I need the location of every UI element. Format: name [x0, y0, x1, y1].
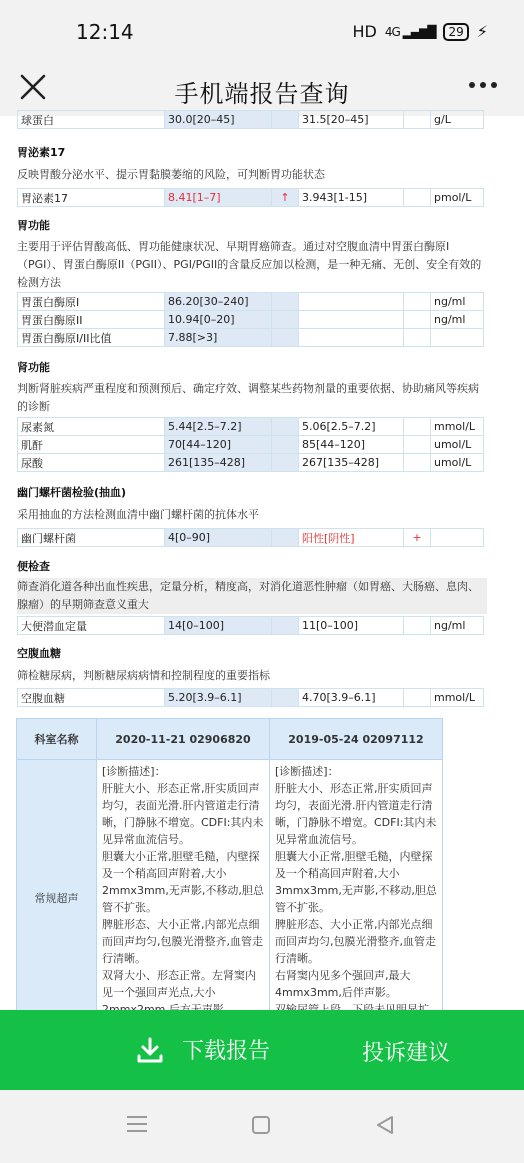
table-row: 胃蛋白酶原I 86.20[30–240] ng/ml	[18, 293, 484, 311]
section-desc-gastric: 主要用于评估胃酸高低、胃功能健康状况、早期胃癌筛查。通过对空腹血清中胃蛋白酶原I（PGI）、胃蛋白酶原II（PGII）、PGI/PGII的含量反应加以检测，是一种无痛、无创、安全有效的检测方法	[17, 240, 482, 289]
gastric-table	[17, 292, 484, 347]
download-icon	[136, 1036, 164, 1064]
hp-table	[17, 528, 484, 547]
diagnosis-2020: [诊断描述]： 肝脏大小、形态正常,肝实质回声均匀，表面光滑.肝内管道走行清晰，门静脉不增宽。CDFI:其内未见异常血流信号。 胆囊大小正常,胆壁毛糙，内壁探及一个稍高回声附着,大小2mmx3mm,无声影,不移动,胆总管不扩张。 脾脏形态、大小正常,内部光点细而回声均匀,包膜光滑整齐,血管走行清晰。 双肾大小、形态正常。左肾窦内见一个强回声光点,大小	[102, 765, 264, 999]
diagnosis-2019: [诊断描述]： 肝脏大小、形态正常,肝实质回声均匀，表面光滑.肝内管道走行清晰，门静脉不增宽。CDFI:其内未见异常血流信号。 胆囊大小正常,胆壁毛糙，内壁探及一个稍高回声附着,大小3mmx3mm,无声影,不移动,胆总管不扩张。 脾脏形态、大小正常,内部光点细而回声均匀,包膜光滑整齐,血管走行清晰。 右肾窦内见多个强回声,最大4mmx3mm,后伴声影。	[275, 765, 437, 999]
complaint-button[interactable]: 投诉建议	[362, 1041, 451, 1066]
section-desc-hp: 采用抽血的方法检测血清中幽门螺杆菌的抗体水平	[17, 508, 259, 521]
dept-name: 常规超声	[17, 760, 97, 1037]
table-row: 肌酐 70[44–120] 85[44–120] umol/L	[18, 436, 484, 454]
section-desc-gastrin17: 反映胃酸分泌水平、提示胃黏膜萎缩的风险，可判断胃功能状态	[17, 168, 325, 181]
status-bar	[0, 0, 524, 62]
gastrin17-table	[17, 188, 484, 207]
ultrasound-comparison-table	[16, 718, 443, 1037]
section-title-gastrin17: 胃泌素17	[17, 146, 66, 159]
stool-table	[17, 616, 484, 635]
battery-icon: 29	[443, 23, 468, 41]
page-title: 手机端报告查询	[174, 80, 350, 108]
status-icons	[352, 22, 488, 41]
signal-icon: 4G ▂▄▆█	[384, 24, 436, 39]
download-report-button[interactable]	[136, 1034, 270, 1065]
high-flag: ↑	[272, 189, 299, 207]
table-row: 尿酸 261[135–428] 267[135–428] umol/L	[18, 454, 484, 472]
section-desc-stool: 筛查消化道各种出血性疾患，定量分析，精度高，对消化道恶性肿瘤（如胃癌、大肠癌、息肉、腺瘤）的早期筛查意义重大	[17, 578, 487, 614]
charging-icon: ⚡	[476, 22, 488, 41]
comparison-header-row	[17, 719, 443, 760]
table-row: 胃泌素17 8.41[1–7] ↑ 3.943[1-15] pmol/L	[18, 189, 484, 207]
home-icon[interactable]	[251, 1115, 271, 1135]
back-icon[interactable]	[374, 1114, 396, 1136]
network-label: HD	[352, 22, 377, 41]
section-title-stool: 便检查	[17, 560, 50, 573]
section-desc-glucose: 筛检糖尿病，判断糖尿病病情和控制程度的重要指标	[17, 669, 270, 682]
section-title-hp: 幽门螺杆菌检验(抽血)	[17, 486, 127, 499]
report-content[interactable]	[0, 113, 524, 1010]
result-2020: 30.0[20–45]	[165, 111, 272, 129]
result-2019: 31.5[20–45]	[299, 111, 404, 129]
renal-table	[17, 417, 484, 472]
section-desc-renal: 判断肾脏疾病严重程度和预测预后、确定疗效、调整某些药物剂量的重要依据、协助痛风等疾病的诊断	[17, 382, 479, 413]
section-title-glucose: 空腹血糖	[17, 647, 61, 660]
comparison-body-row	[17, 760, 443, 1037]
download-label: 下载报告	[182, 1039, 271, 1064]
partial-result-table	[17, 110, 484, 129]
glucose-table	[17, 688, 484, 707]
app-bar	[0, 62, 524, 116]
section-title-renal: 肾功能	[17, 361, 50, 374]
table-row: 空腹血糖 5.20[3.9–6.1] 4.70[3.9–6.1] mmol/L	[18, 689, 484, 707]
table-row: 幽门螺杆菌 4[0–90] 阳性[阴性] +	[18, 529, 484, 547]
menu-icon[interactable]	[126, 1114, 148, 1134]
dept-header: 科室名称	[17, 719, 97, 760]
system-nav-bar	[0, 1090, 524, 1163]
item-name: 球蛋白	[18, 111, 165, 129]
section-title-gastric: 胃功能	[17, 219, 50, 232]
positive-flag: +	[404, 529, 431, 547]
date-header-2020: 2020-11-21 02906820	[97, 719, 270, 760]
unit: g/L	[431, 111, 484, 129]
table-row: 胃蛋白酶原I/II比值 7.88[>3]	[18, 329, 484, 347]
table-row: 胃蛋白酶原II 10.94[0–20] ng/ml	[18, 311, 484, 329]
bottom-action-bar	[0, 1010, 524, 1090]
table-row	[18, 111, 484, 129]
more-options-icon[interactable]	[468, 80, 498, 90]
status-time: 12:14	[76, 20, 134, 44]
date-header-2019: 2019-05-24 02097112	[270, 719, 443, 760]
table-row: 大便潜血定量 14[0–100] 11[0–100] ng/ml	[18, 617, 484, 635]
table-row: 尿素氮 5.44[2.5–7.2] 5.06[2.5–7.2] mmol/L	[18, 418, 484, 436]
